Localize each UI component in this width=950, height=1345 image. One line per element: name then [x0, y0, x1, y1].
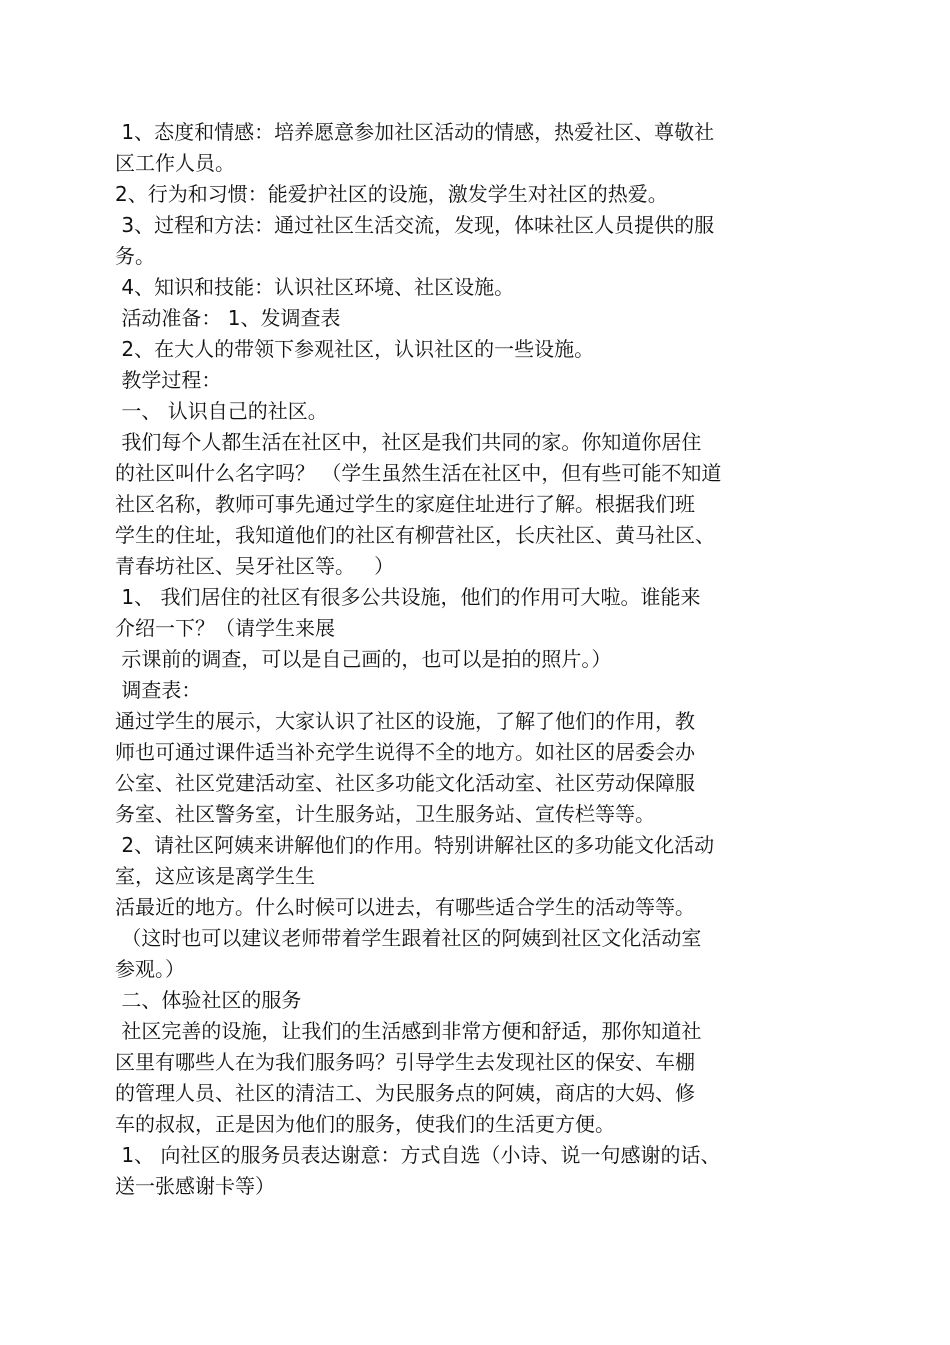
text-line: 公室、社区党建活动室、社区多功能文化活动室、社区劳动保障服	[115, 771, 695, 795]
text-line: 区里有哪些人在为我们服务吗？引导学生去发现社区的保安、车棚	[115, 1050, 695, 1074]
text-line: 务。	[115, 244, 155, 268]
text-line: 社区完善的设施，让我们的生活感到非常方便和舒适，那你知道社	[115, 1019, 702, 1043]
text-line: 学生的住址，我知道他们的社区有柳营社区，长庆社区、黄马社区、	[115, 523, 715, 547]
document-body	[115, 117, 785, 1202]
text-line: 活动准备： 1、发调查表	[115, 306, 341, 330]
text-line: 1、 向社区的服务员表达谢意：方式自选（小诗、说一句感谢的话、	[115, 1143, 721, 1167]
text-line: 参观。）	[115, 957, 185, 981]
section-heading: 二、体验社区的服务	[115, 988, 302, 1012]
text-line: 2、在大人的带领下参观社区，认识社区的一些设施。	[115, 337, 595, 361]
text-line: 2、请社区阿姨来讲解他们的作用。特别讲解社区的多功能文化活动	[115, 833, 715, 857]
text-line: 务室、社区警务室，计生服务站，卫生服务站、宣传栏等等。	[115, 802, 655, 826]
text-line: 的社区叫什么名字吗？ （学生虽然生活在社区中，但有些可能不知道	[115, 461, 722, 485]
text-line: 室，这应该是离学生生	[115, 864, 315, 888]
section-heading: 一、 认识自己的社区。	[115, 399, 328, 423]
text-line: 3、过程和方法：通过社区生活交流，发现，体味社区人员提供的服	[115, 213, 715, 237]
text-line: 2、行为和习惯：能爱护社区的设施，激发学生对社区的热爱。	[115, 182, 668, 206]
text-line: 1、 我们居住的社区有很多公共设施，他们的作用可大啦。谁能来	[115, 585, 701, 609]
text-line: 通过学生的展示，大家认识了社区的设施，了解了他们的作用，教	[115, 709, 695, 733]
text-line: 介绍一下？（请学生来展	[115, 616, 335, 640]
text-line: （这时也可以建议老师带着学生跟着社区的阿姨到社区文化活动室	[115, 926, 702, 950]
section-heading: 教学过程：	[115, 368, 222, 392]
text-line: 青春坊社区、吴牙社区等。 ）	[115, 554, 395, 578]
text-line: 4、知识和技能：认识社区环境、社区设施。	[115, 275, 515, 299]
text-line: 我们每个人都生活在社区中，社区是我们共同的家。你知道你居住	[115, 430, 702, 454]
text-line: 调查表：	[115, 678, 202, 702]
text-line: 1、态度和情感：培养愿意参加社区活动的情感，热爱社区、尊敬社	[115, 120, 715, 144]
text-line: 车的叔叔，正是因为他们的服务，使我们的生活更方便。	[115, 1112, 615, 1136]
text-line: 区工作人员。	[115, 151, 235, 175]
text-line: 送一张感谢卡等）	[115, 1174, 275, 1198]
text-line: 的管理人员、社区的清洁工、为民服务点的阿姨，商店的大妈、修	[115, 1081, 695, 1105]
text-line: 社区名称，教师可事先通过学生的家庭住址进行了解。根据我们班	[115, 492, 695, 516]
text-line: 师也可通过课件适当补充学生说得不全的地方。如社区的居委会办	[115, 740, 695, 764]
text-line: 活最近的地方。什么时候可以进去，有哪些适合学生的活动等等。	[115, 895, 695, 919]
text-line: 示课前的调查，可以是自己画的，也可以是拍的照片。）	[115, 647, 612, 671]
